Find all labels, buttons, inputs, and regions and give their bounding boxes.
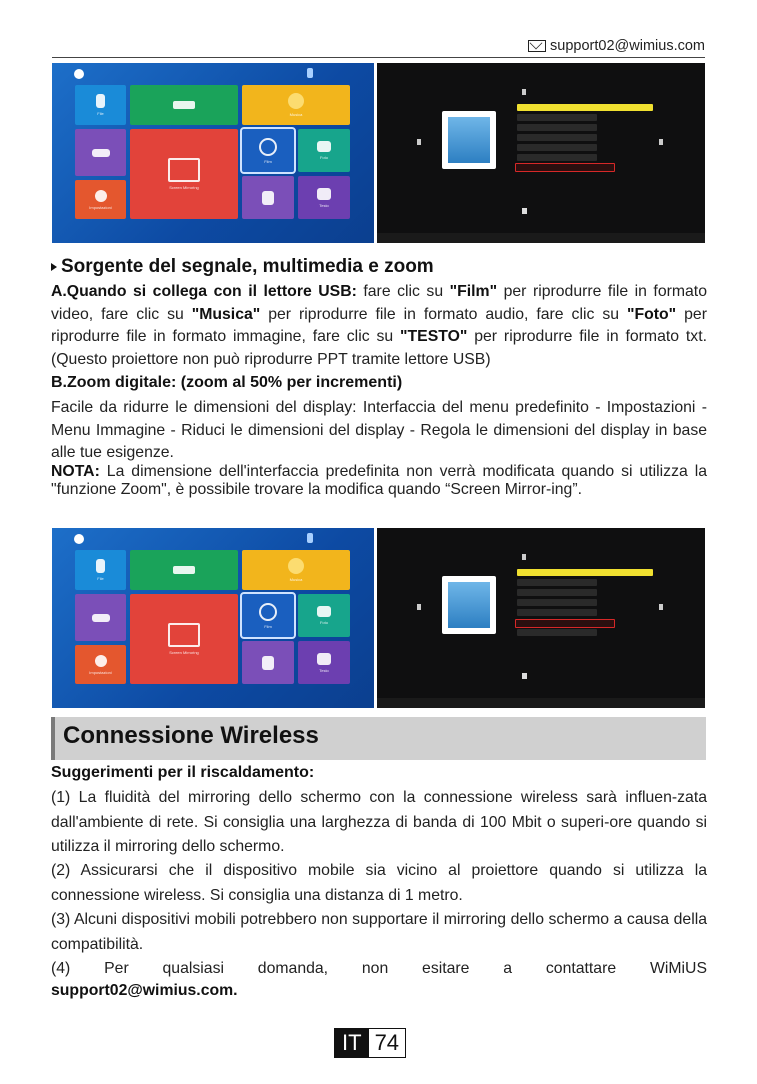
- tile-label: Foto: [319, 155, 328, 160]
- text: per riprodurre file in formato audio, fare clic su: [260, 305, 627, 323]
- tile-text: [298, 641, 350, 684]
- tile-label: Screen Mirroring: [169, 185, 199, 190]
- tile-settings: [75, 645, 126, 684]
- arrow-right-icon: [659, 604, 663, 610]
- tile-label: Foto: [319, 620, 328, 625]
- menu-row-selected: [517, 569, 653, 576]
- paragraph-b: Facile da ridurre le dimensioni del display: Interfaccia del menu predefinito - Impostazioni - Menu Immagine - Riduci le dimensioni del display - Regola le dimensioni del display in base alle tue esigenze.: [51, 399, 707, 461]
- tip-2: (2) Assicurarsi che il dispositivo mobile sia vicino al proiettore quando si utilizza la connessione wireless. Si consiglia una distanza di 1 metro.: [51, 862, 707, 904]
- tile-label: Film: [264, 158, 272, 164]
- note-text: La dimensione dell'interfaccia predefinita non verrà modificata quando si utilizza la "funzione Zoom", è possibile trovare la modifica quando “Screen Mirror-ing”.: [51, 463, 707, 498]
- tile-music-2: [242, 176, 294, 219]
- tip-3: (3) Alcuni dispositivi mobili potrebbero non supportare il mirroring dello schermo a causa della compatibilità.: [51, 911, 707, 953]
- menu-row-selected: [517, 104, 653, 111]
- text: per riprodurre file in formato video, fare clic su: [51, 283, 707, 323]
- language-code: IT: [335, 1029, 369, 1057]
- section-title-text: Sorgente del segnale, multimedia e zoom: [61, 256, 434, 277]
- tips-label: Suggerimenti per il riscaldamento:: [51, 764, 315, 781]
- menu-row-highlight: [515, 163, 615, 172]
- tile-label: Testo: [319, 202, 329, 208]
- tile-label: Impostazioni: [89, 204, 112, 210]
- menu-row: [517, 609, 597, 616]
- menu-row: [517, 114, 597, 121]
- tile-label: Impostazioni: [89, 669, 112, 675]
- tile-screen-mirroring: [130, 129, 238, 219]
- paragraph-a: [51, 281, 707, 371]
- tile-photo: [298, 129, 350, 172]
- tile-film: [242, 594, 294, 637]
- text: per riprodurre file in formato txt. (Questo proiettore non può riprodurre PPT tramite lettore USB): [51, 328, 707, 368]
- bluetooth-icon: [307, 533, 313, 543]
- menu-row: [517, 144, 597, 151]
- header-email: [528, 38, 705, 54]
- tile-hdmi: [130, 85, 238, 125]
- menu-row: [517, 579, 597, 586]
- tile-label: Musica: [289, 112, 303, 117]
- arrow-right-icon: [659, 139, 663, 145]
- tile-music-2: [242, 641, 294, 684]
- keyword-musica: "Musica": [191, 305, 261, 323]
- preview-frame: [442, 576, 496, 634]
- text: fare clic su: [356, 283, 450, 300]
- tile-label: Musica: [289, 577, 303, 582]
- keyword-testo: "TESTO": [400, 328, 468, 345]
- tile-label: Film: [264, 623, 272, 629]
- tile-vga: [75, 129, 126, 176]
- tile-music: [242, 85, 350, 125]
- tile-label: Testo: [319, 667, 329, 673]
- tip-1: (1) La fluidità del mirroring dello schermo con la connessione wireless sarà influen-zata dall'ambiente di rete. Si consiglia una larghezza di banda di 100 Mbit o superi-ore quando si utilizza il mirroring dello schermo.: [51, 789, 707, 855]
- tile-text: [298, 176, 350, 219]
- arrow-up-icon: [522, 89, 526, 95]
- keyword-film: "Film": [449, 283, 498, 300]
- tile-hdmi: [130, 550, 238, 590]
- menu-row: [517, 154, 597, 161]
- home-screen-image-2: [52, 528, 374, 708]
- bluetooth-icon: [307, 68, 313, 78]
- tile-label: Screen Mirroring: [169, 650, 199, 655]
- bullet-triangle-icon: [51, 263, 57, 271]
- keyword-foto: "Foto": [626, 305, 677, 323]
- tile-label: File: [97, 576, 104, 581]
- section-title-wireless: Connessione Wireless: [63, 722, 319, 749]
- arrow-left-icon: [417, 604, 421, 610]
- bottom-bar: [377, 698, 705, 708]
- home-screen-image-1: [52, 63, 374, 243]
- settings-screen-image-2: [377, 528, 705, 708]
- arrow-up-icon: [522, 554, 526, 560]
- tile-photo: [298, 594, 350, 637]
- note-label: NOTA:: [51, 463, 100, 480]
- preview-frame: [442, 111, 496, 169]
- tile-label: File: [97, 111, 104, 116]
- header-rule: [52, 57, 705, 58]
- logo-icon: [74, 69, 84, 79]
- menu-row: [517, 599, 597, 606]
- tile-music: [242, 550, 350, 590]
- arrow-left-icon: [417, 139, 421, 145]
- section-title-1: [51, 256, 434, 278]
- arrow-down-icon: [522, 208, 527, 214]
- paragraph-b-label: B.Zoom digitale: (zoom al 50% per incrementi): [51, 374, 403, 391]
- menu-row: [517, 124, 597, 131]
- tile-usb: [75, 550, 126, 590]
- logo-icon: [74, 534, 84, 544]
- paragraph-note: [51, 463, 707, 499]
- menu-row: [517, 629, 597, 636]
- envelope-icon: [528, 40, 546, 52]
- header-email-text: support02@wimius.com: [550, 38, 705, 54]
- paragraph-a-label: A.Quando si collega con il lettore USB:: [51, 283, 357, 300]
- arrow-down-icon: [522, 673, 527, 679]
- page-number-box: [334, 1028, 406, 1058]
- tile-vga: [75, 594, 126, 641]
- tip-4-email: support02@wimius.com.: [51, 982, 238, 999]
- settings-screen-image-1: [377, 63, 705, 243]
- tip-4: (4) Per qualsiasi domanda, non esitare a contattare WiMiUS: [51, 960, 707, 977]
- tile-film: [242, 129, 294, 172]
- tile-screen-mirroring: [130, 594, 238, 684]
- tile-usb: [75, 85, 126, 125]
- text: per riprodurre file in formato immagine, fare clic su: [51, 305, 707, 345]
- page-number: 74: [369, 1029, 405, 1057]
- menu-row: [517, 589, 597, 596]
- bottom-bar: [377, 233, 705, 243]
- section-banner-wireless: [51, 717, 706, 760]
- tile-settings: [75, 180, 126, 219]
- menu-row: [517, 134, 597, 141]
- menu-row-highlight: [515, 619, 615, 628]
